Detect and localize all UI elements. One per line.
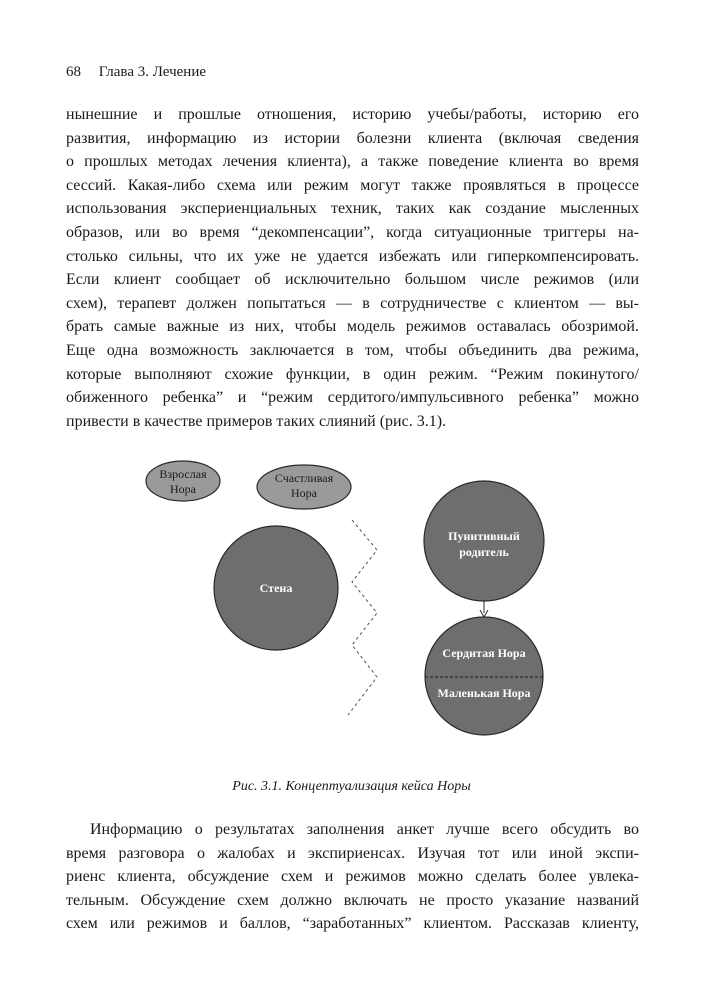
- text-line: тельным. Обсуждение схем должно включать не просто указание названий: [66, 891, 639, 909]
- happy-nora-label-1: Счастливая: [274, 471, 334, 485]
- happy-nora-node: [257, 465, 351, 509]
- adult-nora-label-2: Нора: [170, 482, 196, 496]
- text-line: Если клиент сообщает об исключительно большом числе режимов (или: [66, 271, 639, 289]
- text-line: о прошлых методах лечения клиента), а также поведение клиента во время: [66, 153, 639, 171]
- text-line: обиженного ребенка” и “режим сердитого/импульсивного ребенка” можно: [66, 389, 639, 407]
- angry-nora-label: Сердитая Нора: [442, 646, 526, 660]
- text-line: развития, информацию из истории болезни клиента (включая сведения: [66, 129, 639, 147]
- little-nora-label: Маленькая Нора: [437, 686, 531, 700]
- wall-node: [214, 526, 338, 650]
- angry-little-nora-node: [420, 617, 550, 735]
- text-line: Еще одна возможность заключается в том, чтобы объединить два режима,: [66, 341, 639, 359]
- punitive-parent-node: [424, 481, 544, 601]
- wall-label: Стена: [259, 581, 293, 595]
- text-line: схем или режимов и баллов, “заработанных” клиентом. Рассказав клиенту,: [66, 915, 639, 933]
- text-line: нынешние и прошлые отношения, историю учебы/работы, историю его: [66, 106, 639, 123]
- adult-nora-label-1: Взрослая: [159, 467, 207, 481]
- text-line: образов, или во время “декомпенсации”, когда ситуационные триггеры на-: [66, 223, 639, 241]
- paragraph-2: [66, 818, 639, 936]
- text-line: риенс клиента, обсуждение схем и режимов можно сделать более увлека-: [66, 868, 639, 886]
- text-line: использования экспериенциальных техник, таких как создание мысленных: [66, 200, 639, 218]
- happy-nora-label-2: Нора: [291, 486, 317, 500]
- text-line: столько сильны, что их уже не удается избежать или гиперкомпенсировать.: [66, 247, 639, 265]
- chapter-title: Глава 3. Лечение: [98, 64, 206, 80]
- text-line: которые выполняют схожие функции, в один режим. “Режим покинутого/: [66, 365, 639, 383]
- text-line: привести в качестве примеров таких слияний (рис. 3.1).: [66, 412, 447, 430]
- text-line: схем), терапевт должен попытаться — в сотрудничестве с клиентом — вы-: [66, 294, 639, 312]
- text-line: брать самые важные из них, чтобы модель режимов оставалась обозримой.: [66, 318, 639, 336]
- separator-zigzag: [348, 520, 377, 715]
- adult-nora-node: [146, 461, 220, 501]
- page-number: 68: [66, 64, 81, 80]
- punitive-label-2: родитель: [459, 545, 509, 559]
- text-line: Информацию о результатах заполнения анкет лучше всего обсудить во: [90, 821, 639, 838]
- text-line: сессий. Какая-либо схема или режим могут также проявляться в процессе: [66, 176, 639, 194]
- figure-caption: Рис. 3.1. Концептуализация кейса Норы: [232, 779, 471, 794]
- text-line: время разговора о жалобах и экспириенсах. Изучая тот или иной экспи-: [66, 844, 639, 862]
- punitive-label-1: Пунитивный: [448, 529, 520, 543]
- arrow-down: [480, 601, 488, 617]
